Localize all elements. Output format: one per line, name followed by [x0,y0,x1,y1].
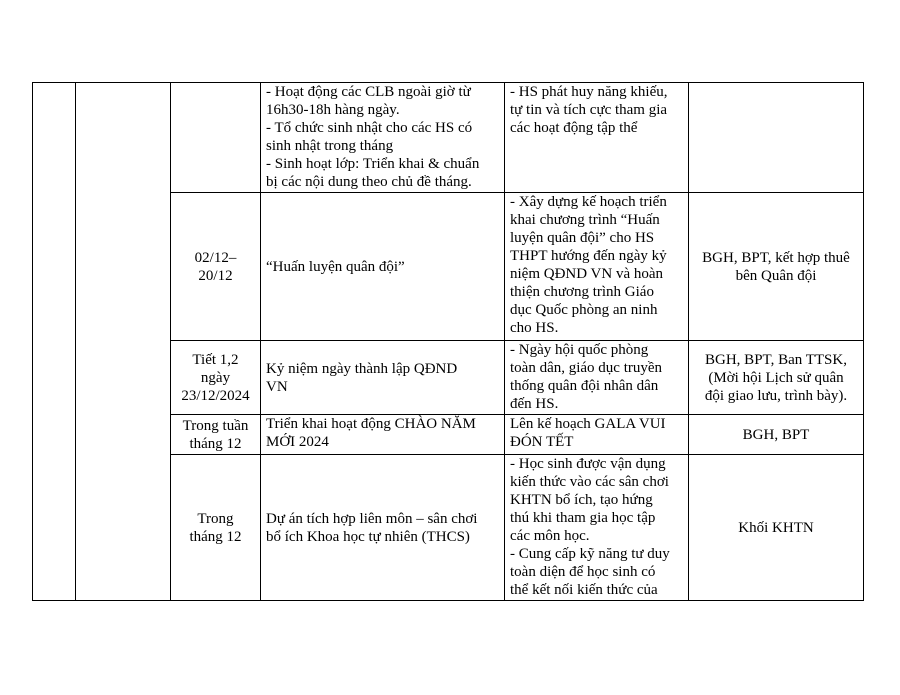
topic-cell [261,415,505,455]
time-line: tháng 12 [189,435,242,452]
responsible-line: BGH, BPT [742,426,810,443]
responsible-line: Khối KHTN [738,519,814,536]
time-line: 23/12/2024 [181,387,250,404]
goals-line: kiến thức vào các sân chơi [510,474,669,490]
goals-line: thống quân đội nhân dân [510,378,659,394]
activities-line: bị các nội dung theo chủ đề tháng. [266,174,472,190]
time-cell [171,341,261,415]
goals-cell [505,83,689,193]
time-cell [171,415,261,455]
goals-line: thú khi tham gia học tập [510,510,656,526]
activities-line: sinh nhật trong tháng [266,138,394,154]
goals-line: tự tin và tích cực tham gia [510,102,668,118]
responsible-line: BGH, BPT, kết hợp thuê [702,249,850,266]
activities-line: - Hoạt động các CLB ngoài giờ từ [266,84,471,100]
goals-line: thể kết nối kiến thức của [510,582,658,598]
topic-line: MỚI 2024 [266,434,329,450]
time-cell [171,193,261,341]
responsible-cell [689,193,864,341]
responsible-line: bên Quân đội [735,267,817,284]
goals-line: đến HS. [510,396,559,412]
goals-cell [505,193,689,341]
responsible-line: đội giao lưu, trình bày). [704,387,848,404]
topic-cell [261,193,505,341]
goals-line: khai chương trình “Huấn [510,212,660,228]
topic-line: Triển khai hoạt động CHÀO NĂM [266,416,476,432]
goals-line: dục Quốc phòng an ninh [510,302,658,318]
col-2-cell [76,83,171,601]
activities-line: - Tổ chức sinh nhật cho các HS có [266,120,473,136]
topic-line: Dự án tích hợp liên môn – sân chơi [266,510,478,527]
responsible-cell [689,455,864,601]
table-row [33,83,864,193]
goals-line: cho HS. [510,320,559,336]
time-line: ngày [200,369,231,386]
topic-line: VN [266,378,288,395]
activities-cell [261,83,505,193]
responsible-line: BGH, BPT, Ban TTSK, [705,351,847,368]
time-line: 20/12 [198,267,233,284]
topic-cell [261,455,505,601]
goals-line: - Học sinh được vận dụng [510,456,666,472]
activities-line: - Sinh hoạt lớp: Triển khai & chuẩn [266,156,480,172]
goals-line: các hoạt động tập thể [510,120,638,136]
plan-table [32,82,864,601]
goals-line: - Cung cấp kỹ năng tư duy [510,546,670,562]
responsible-cell [689,341,864,415]
goals-line: niệm QĐND VN và hoàn [510,266,664,282]
responsible-line: (Mời hội Lịch sử quân [708,369,844,386]
time-line: 02/12– [194,249,237,266]
goals-cell [505,415,689,455]
responsible-cell [689,83,864,193]
responsible-cell [689,415,864,455]
goals-line: - Ngày hội quốc phòng [510,342,649,358]
goals-line: KHTN bổ ích, tạo hứng [510,492,653,508]
topic-cell [261,341,505,415]
goals-line: thiện chương trình Giáo [510,284,654,300]
goals-line: toàn dân, giáo dục truyền [510,360,663,376]
time-cell [171,455,261,601]
time-line: Tiết 1,2 [192,351,239,368]
goals-line: - Xây dựng kế hoạch triển [510,194,667,210]
goals-line: ĐÓN TẾT [510,434,574,450]
col-1-cell [33,83,76,601]
topic-line: “Huấn luyện quân đội” [266,258,405,275]
topic-line: bổ ích Khoa học tự nhiên (THCS) [266,528,470,545]
goals-line: toàn diện để học sinh có [510,564,656,580]
goals-cell [505,341,689,415]
goals-line: luyện quân đội” cho HS [510,230,655,246]
topic-line: Kỷ niệm ngày thành lập QĐND [266,360,458,377]
time-line: Trong [197,510,234,527]
activities-line: 16h30-18h hàng ngày. [266,102,400,118]
time-line: Trong tuần [182,417,249,434]
goals-line: Lên kế hoạch GALA VUI [510,416,666,432]
goals-line: các môn học. [510,528,590,544]
goals-cell [505,455,689,601]
time-cell [171,83,261,193]
goals-line: THPT hướng đến ngày kỷ [510,248,667,264]
time-line: tháng 12 [189,528,242,545]
goals-line: - HS phát huy năng khiếu, [510,84,668,100]
